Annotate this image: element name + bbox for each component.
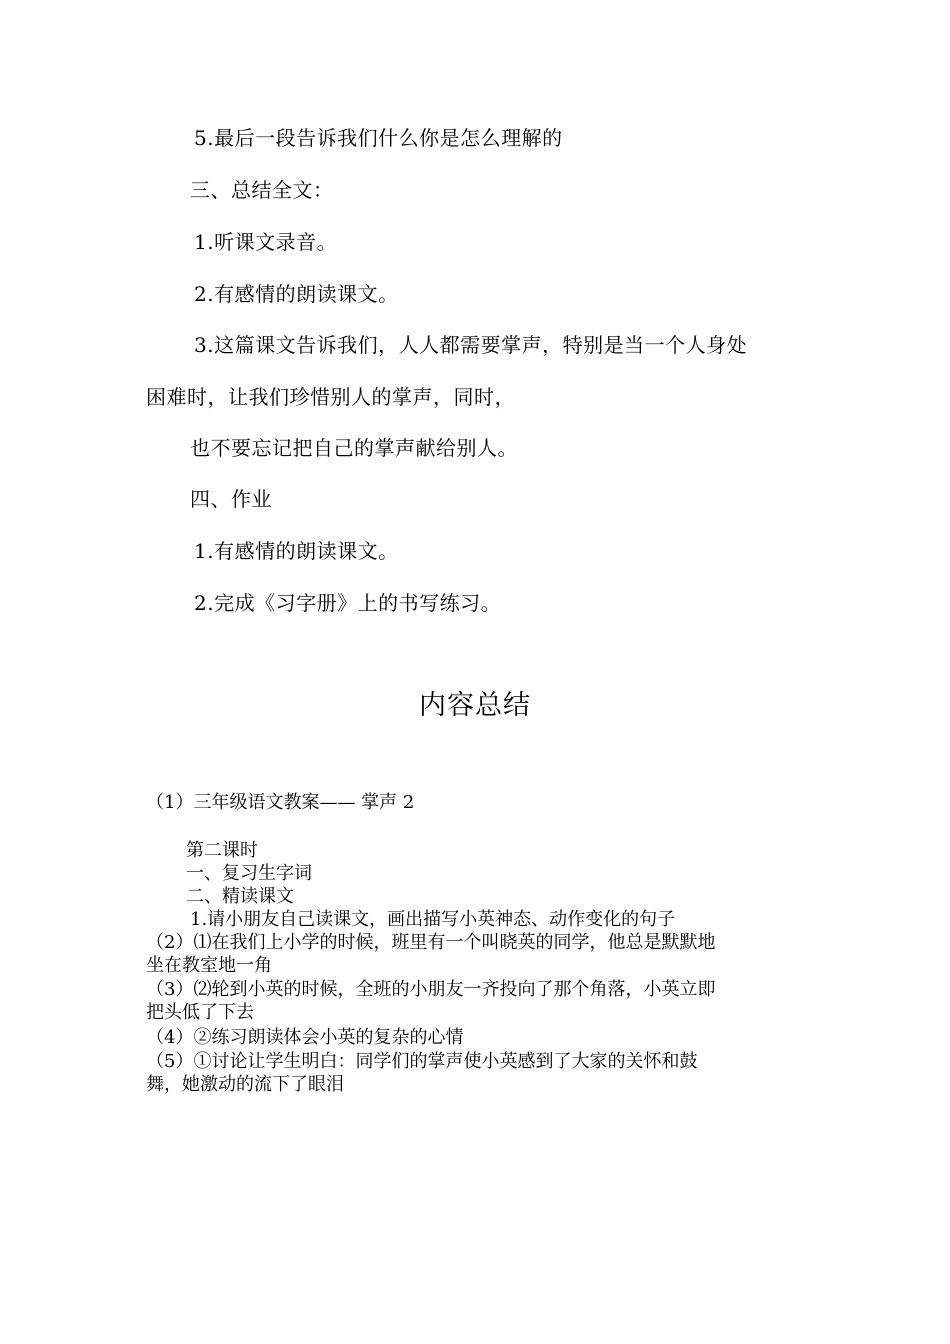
summary-line-1: （1）三年级语文教案—— 掌声 2 bbox=[146, 792, 415, 813]
summary-line-9: 把头低了下去 bbox=[146, 1002, 254, 1023]
body-line-10: 2.完成《习字册》上的书写练习。 bbox=[194, 591, 502, 615]
body-line-6: 困难时，让我们珍惜别人的掌声，同时， bbox=[146, 385, 515, 409]
summary-line-3: 一、复习生字词 bbox=[186, 863, 312, 884]
body-line-3: 1.听课文录音。 bbox=[194, 230, 338, 254]
summary-line-8: （3）⑵轮到小英的时候，全班的小朋友一齐投向了那个角落，小英立即 bbox=[146, 979, 716, 1000]
summary-line-10: （4）②练习朗读体会小英的复杂的心情 bbox=[146, 1027, 464, 1048]
summary-line-4: 二、精读课文 bbox=[186, 886, 294, 907]
summary-line-11: （5）①讨论让学生明白：同学们的掌声使小英感到了大家的关怀和鼓 bbox=[146, 1051, 698, 1072]
summary-line-12: 舞，她激动的流下了眼泪 bbox=[146, 1074, 344, 1095]
body-line-9: 1.有感情的朗读课文。 bbox=[194, 539, 399, 563]
summary-title: 内容总结 bbox=[419, 690, 531, 721]
section-heading-summary: 三、总结全文： bbox=[190, 178, 334, 202]
summary-line-5: 1.请小朋友自己读课文，画出描写小英神态、动作变化的句子 bbox=[190, 909, 676, 930]
section-heading-homework: 四、作业 bbox=[190, 487, 272, 511]
body-line-5: 3.这篇课文告诉我们，人人都需要掌声，特别是当一个人身处 bbox=[194, 333, 748, 357]
summary-line-2: 第二课时 bbox=[186, 840, 258, 861]
body-line-1: 5.最后一段告诉我们什么你是怎么理解的 bbox=[194, 126, 563, 150]
body-line-4: 2.有感情的朗读课文。 bbox=[194, 282, 399, 306]
summary-line-6: （2）⑴在我们上小学的时候，班里有一个叫晓英的同学，他总是默默地 bbox=[146, 932, 716, 953]
body-line-7: 也不要忘记把自己的掌声献给别人。 bbox=[190, 436, 518, 460]
summary-line-7: 坐在教室地一角 bbox=[146, 955, 272, 976]
